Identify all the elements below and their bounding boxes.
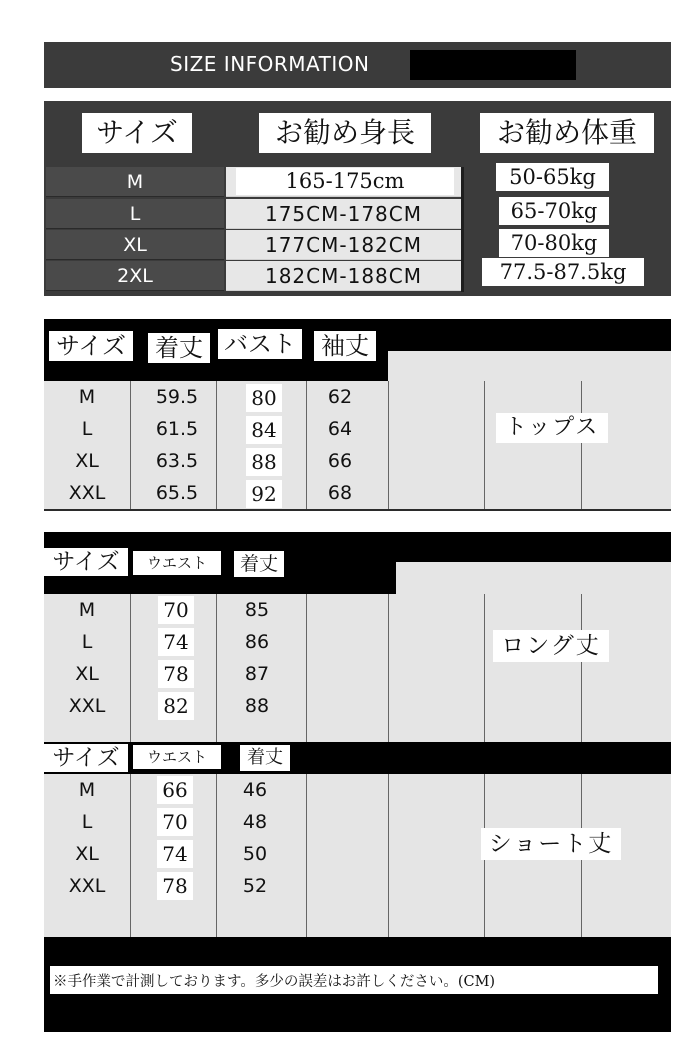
long-size-cell: XL [75, 663, 99, 685]
short-length-cell: 52 [242, 875, 268, 897]
short-header-size: サイズ [44, 744, 128, 772]
tops-header-bust: バスト [218, 329, 302, 359]
table-row [44, 594, 671, 628]
long-table [44, 532, 671, 726]
long-header-grey [396, 562, 671, 594]
long-length-cell: 85 [244, 599, 270, 621]
tops-sleeve-cell: 62 [327, 386, 353, 408]
tops-sleeve-cell: 64 [327, 418, 353, 440]
tops-bust-cell: 80 [246, 384, 282, 412]
grid-line [581, 381, 582, 509]
grid-line [484, 594, 485, 754]
grid-line [306, 594, 307, 754]
short-size-cell: L [81, 811, 93, 833]
t1-weight: 70-80kg [499, 229, 609, 257]
t1-height: 175CM-178CM [264, 202, 422, 226]
short-section-label: ショート丈 [481, 828, 621, 860]
short-table [44, 742, 671, 936]
short-length-cell: 50 [242, 843, 268, 865]
short-length-cell: 48 [242, 811, 268, 833]
t1-height: 177CM-182CM [264, 233, 422, 257]
tops-bust-cell: 84 [246, 416, 282, 444]
short-waist-cell: 70 [157, 808, 193, 836]
header-title: SIZE INFORMATION [170, 52, 370, 76]
redacted-block [410, 50, 576, 80]
tops-sleeve-cell: 68 [327, 482, 353, 504]
tops-header-bg-right [388, 319, 671, 351]
t1-weight: 50-65kg [496, 163, 609, 191]
tops-header-sleeve: 袖丈 [314, 331, 376, 361]
tops-header-size: サイズ [49, 331, 133, 361]
table-row [44, 774, 671, 808]
table-row [44, 870, 671, 904]
long-length-cell: 87 [244, 663, 270, 685]
t1-divider [461, 167, 464, 292]
recommended-size-table [44, 101, 671, 296]
long-header-length: 着丈 [234, 551, 284, 577]
grid-line [388, 594, 389, 754]
long-waist-cell: 70 [158, 596, 194, 624]
short-size-cell: XXL [68, 875, 106, 897]
grid-line [130, 594, 131, 754]
t1-size: L [129, 203, 141, 225]
tops-length-cell: 63.5 [155, 450, 199, 472]
table-row [44, 658, 671, 692]
tops-table [44, 319, 671, 515]
long-size-cell: M [78, 599, 96, 621]
tops-sleeve-cell: 66 [327, 450, 353, 472]
grid-line [484, 381, 485, 509]
t1-size: 2XL [117, 265, 153, 287]
tops-length-cell: 65.5 [155, 482, 199, 504]
table-row [44, 902, 671, 936]
tops-size-cell: XXL [68, 482, 106, 504]
t1-size: XL [123, 234, 147, 256]
short-size-cell: XL [75, 843, 99, 865]
footer-note: ※手作業で計測しております。多少の誤差はお許しください。(CM) [50, 966, 658, 994]
t1-weight: 77.5-87.5kg [482, 258, 644, 286]
grid-line [130, 381, 131, 509]
tops-bust-cell: 92 [246, 480, 282, 508]
t1-height: 182CM-188CM [264, 264, 422, 288]
short-waist-cell: 66 [157, 776, 193, 804]
long-header-size: サイズ [44, 548, 128, 576]
tops-header-grey [388, 351, 671, 381]
tops-section-label: トップス [496, 413, 608, 443]
short-waist-cell: 74 [157, 840, 193, 868]
tops-length-cell: 61.5 [155, 418, 199, 440]
long-waist-cell: 78 [158, 660, 194, 688]
tops-size-cell: XL [75, 450, 99, 472]
tops-size-cell: M [78, 386, 96, 408]
long-size-cell: L [81, 631, 93, 653]
t1-header-weight: お勧め体重 [480, 113, 654, 153]
long-section-label: ロング丈 [493, 630, 609, 662]
short-size-cell: M [78, 779, 96, 801]
short-header-waist: ウエスト [133, 745, 221, 769]
short-waist-cell: 78 [157, 872, 193, 900]
grid-line [388, 381, 389, 509]
long-header-waist: ウエスト [133, 551, 221, 575]
t1-height: 165-175cm [236, 168, 454, 195]
long-header-bg-right [396, 532, 671, 562]
t1-header-size: サイズ [82, 113, 192, 153]
short-length-cell: 46 [242, 779, 268, 801]
long-waist-cell: 82 [158, 692, 194, 720]
tops-header-length: 着丈 [148, 333, 210, 363]
grid-line [581, 594, 582, 754]
long-length-cell: 88 [244, 695, 270, 717]
t1-weight: 65-70kg [499, 197, 609, 225]
tops-size-cell: L [81, 418, 93, 440]
table-row [44, 690, 671, 724]
tops-bust-cell: 88 [246, 448, 282, 476]
t1-size: M [126, 171, 144, 193]
short-header-length: 着丈 [240, 745, 290, 771]
long-size-cell: XXL [68, 695, 106, 717]
long-length-cell: 86 [244, 631, 270, 653]
long-waist-cell: 74 [158, 628, 194, 656]
tops-length-cell: 59.5 [155, 386, 199, 408]
t1-header-height: お勧め身長 [259, 113, 431, 153]
